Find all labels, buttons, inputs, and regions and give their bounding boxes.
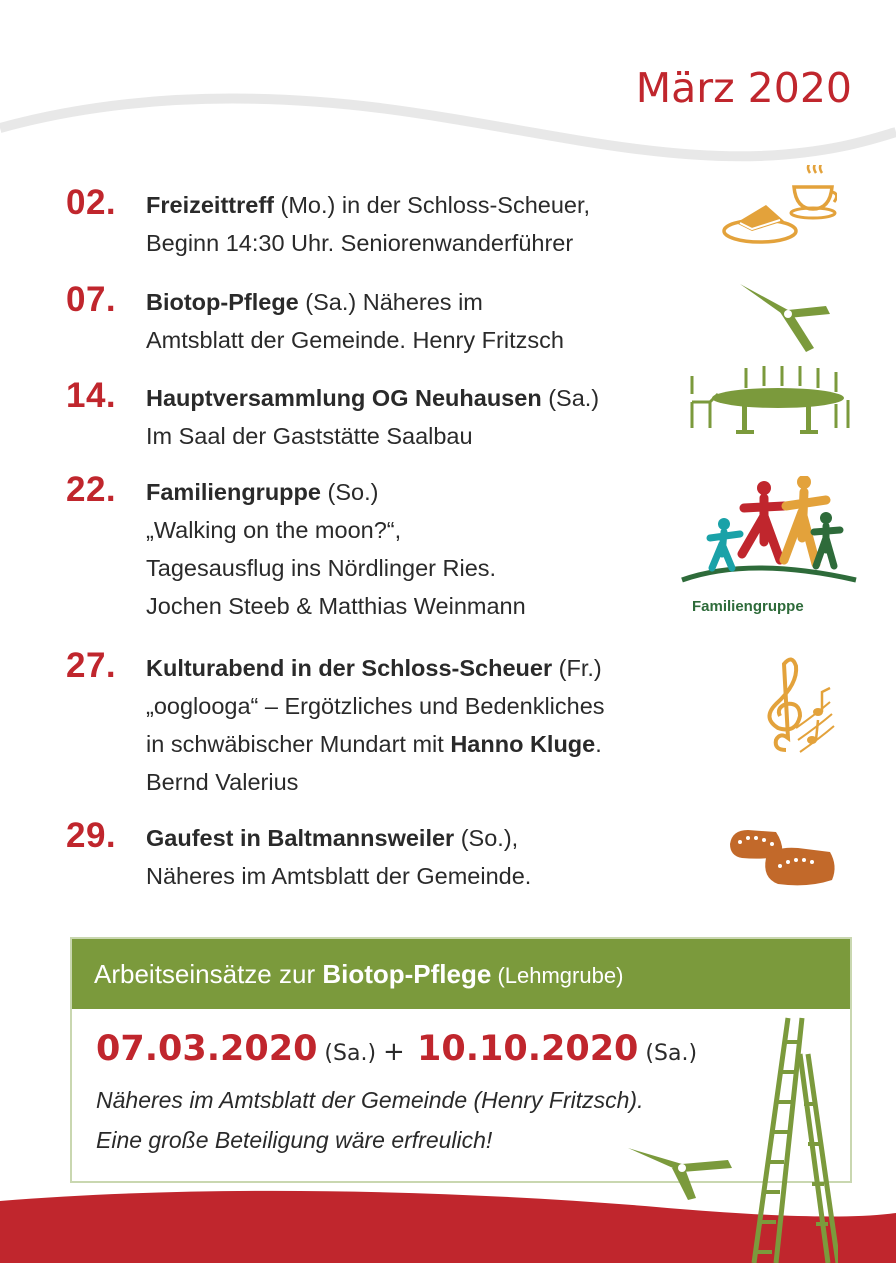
coffee-cake-icon	[722, 165, 837, 245]
event-text: Gaufest in Baltmannsweiler (So.), Näheres im Amtsblatt der Gemeinde.	[146, 825, 532, 889]
event-text: Hauptversammlung OG Neuhausen (Sa.) Im Saal der Gaststätte Saalbau	[146, 385, 600, 449]
pruning-shears-icon	[626, 1138, 736, 1204]
page-title: März 2020	[635, 64, 852, 112]
event-day: 22.	[66, 470, 117, 509]
event-title: Hauptversammlung OG Neuhausen	[146, 385, 542, 411]
event-text: Freizeittreff (Mo.) in der Schloss-Scheuer, Beginn 14:30 Uhr. Seniorenwanderführer	[146, 192, 591, 256]
event-text: Biotop-Pflege (Sa.) Näheres im Amtsblatt der Gemeinde. Henry Fritzsch	[146, 289, 564, 353]
biotop-note-1: Näheres im Amtsblatt der Gemeinde (Henry Fritzsch).	[96, 1087, 644, 1113]
event-day: 14.	[66, 376, 117, 415]
biotop-note-2: Eine große Beteiligung wäre erfreulich!	[96, 1127, 493, 1153]
family-group-logo	[680, 476, 858, 594]
event-title: Familiengruppe	[146, 479, 321, 505]
event-day: 29.	[66, 816, 117, 855]
event-day: 02.	[66, 183, 117, 222]
biotop-box-header: Arbeitseinsätze zur Biotop-Pflege (Lehmgrube)	[72, 939, 850, 1009]
event-day: 27.	[66, 646, 117, 685]
event-text: Familiengruppe (So.) „Walking on the moon?“, Tagesausflug ins Nördlinger Ries. Jochen Steeb & Matthias Weinmann	[146, 479, 526, 619]
event-title: Kulturabend in der Schloss-Scheuer	[146, 655, 553, 681]
hiking-boots-icon	[726, 822, 838, 892]
pruning-shears-icon	[736, 278, 836, 356]
ladder-icon	[748, 1014, 838, 1263]
event-day: 07.	[66, 280, 117, 319]
event-title: Biotop-Pflege	[146, 289, 299, 315]
music-notes-icon	[756, 654, 838, 760]
event-text: Kulturabend in der Schloss-Scheuer (Fr.) „ooglooga“ – Ergötzliches und Bedenkliches in schwäbischer Mundart mit Hanno Kluge. Bernd Valerius	[146, 655, 605, 795]
event-title: Gaufest in Baltmannsweiler	[146, 825, 455, 851]
event-title: Freizeittreff	[146, 192, 274, 218]
family-group-logo-label: Familiengruppe	[692, 598, 804, 615]
biotop-dates: 07.03.2020 (Sa.) + 10.10.2020 (Sa.)	[96, 1029, 698, 1069]
meeting-table-icon	[686, 364, 856, 444]
